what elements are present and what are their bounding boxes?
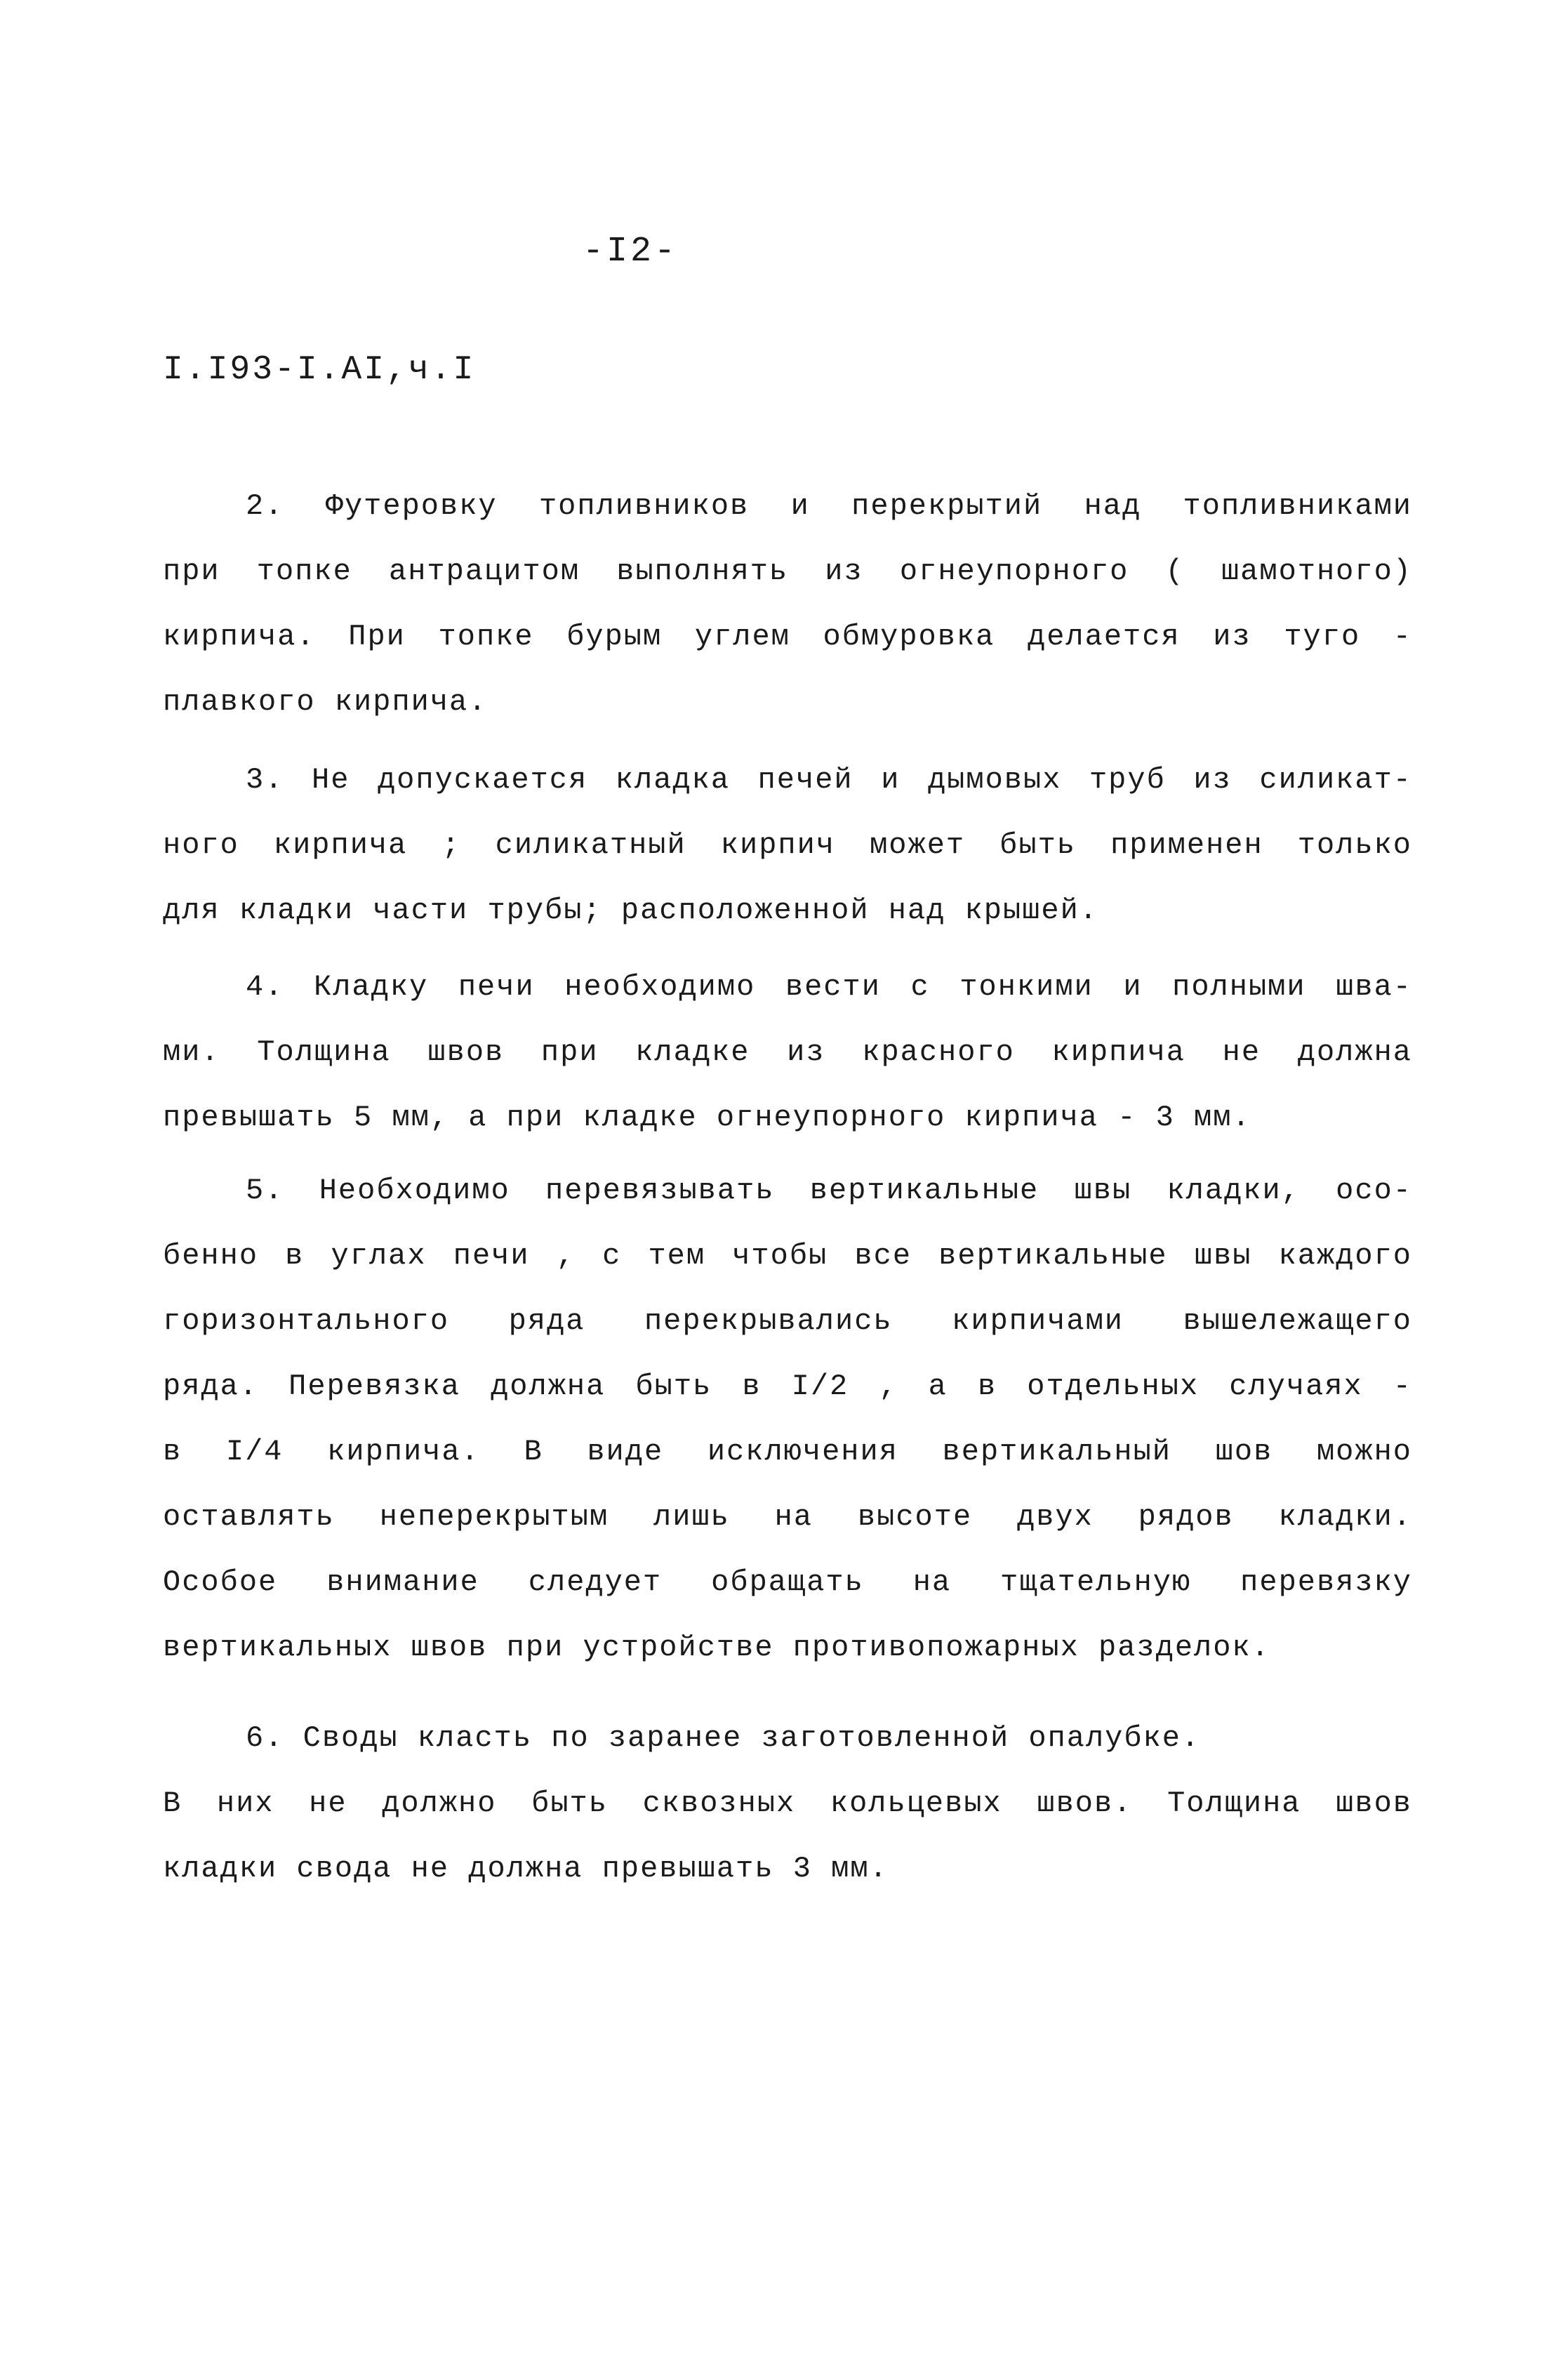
paragraph-line: кирпича. При топке бурым углем обмуровка делается из туго - bbox=[163, 620, 1412, 654]
paragraph-line: плавкого кирпича. bbox=[163, 685, 488, 719]
paragraph-line: горизонтального ряда перекрывались кирпичами вышележащего bbox=[163, 1304, 1412, 1338]
paragraph-line: 2. Футеровку топливников и перекрытий над топливниками bbox=[246, 489, 1412, 523]
paragraph-line: 5. Необходимо перевязывать вертикальные швы кладки, осо- bbox=[246, 1174, 1412, 1207]
paragraph-5 bbox=[163, 1158, 1412, 1681]
page-number: -I2- bbox=[583, 232, 679, 272]
paragraph-line: бенно в углах печи , с тем чтобы все вертикальные швы каждого bbox=[163, 1239, 1412, 1273]
paragraph-6 bbox=[163, 1706, 1412, 1902]
paragraph-line: Особое внимание следует обращать на тщательную перевязку bbox=[163, 1565, 1412, 1599]
paragraph-line: В них не должно быть сквозных кольцевых швов. Толщина швов bbox=[163, 1787, 1412, 1820]
paragraph-line: при топке антрацитом выполнять из огнеупорного ( шамотного) bbox=[163, 555, 1412, 588]
paragraph-4 bbox=[163, 955, 1412, 1151]
paragraph-line: оставлять неперекрытым лишь на высоте двух рядов кладки. bbox=[163, 1500, 1412, 1534]
paragraph-line: 6. Своды класть по заранее заготовленной опалубке. bbox=[246, 1721, 1201, 1755]
paragraph-line: ми. Толщина швов при кладке из красного кирпича не должна bbox=[163, 1035, 1412, 1069]
paragraph-2 bbox=[163, 474, 1412, 735]
paragraph-line: ряда. Перевязка должна быть в I/2 , а в отдельных случаях - bbox=[163, 1370, 1412, 1403]
paragraph-line: для кладки части трубы; расположенной над крышей. bbox=[163, 894, 1099, 927]
paragraph-line: 4. Кладку печи необходимо вести с тонкими и полными шва- bbox=[246, 970, 1412, 1004]
paragraph-line: ного кирпича ; силикатный кирпич может быть применен только bbox=[163, 828, 1412, 862]
paragraph-line: кладки свода не должна превышать 3 мм. bbox=[163, 1852, 889, 1886]
paragraph-line: вертикальных швов при устройстве противопожарных разделок. bbox=[163, 1631, 1270, 1664]
paragraph-line: превышать 5 мм, а при кладке огнеупорного кирпича - 3 мм. bbox=[163, 1101, 1251, 1134]
document-code: I.I93-I.AI,ч.I bbox=[163, 351, 476, 389]
paragraph-line: 3. Не допускается кладка печей и дымовых труб из силикат- bbox=[246, 763, 1412, 797]
paragraph-line: в I/4 кирпича. В виде исключения вертикальный шов можно bbox=[163, 1435, 1412, 1469]
paragraph-3 bbox=[163, 748, 1412, 943]
